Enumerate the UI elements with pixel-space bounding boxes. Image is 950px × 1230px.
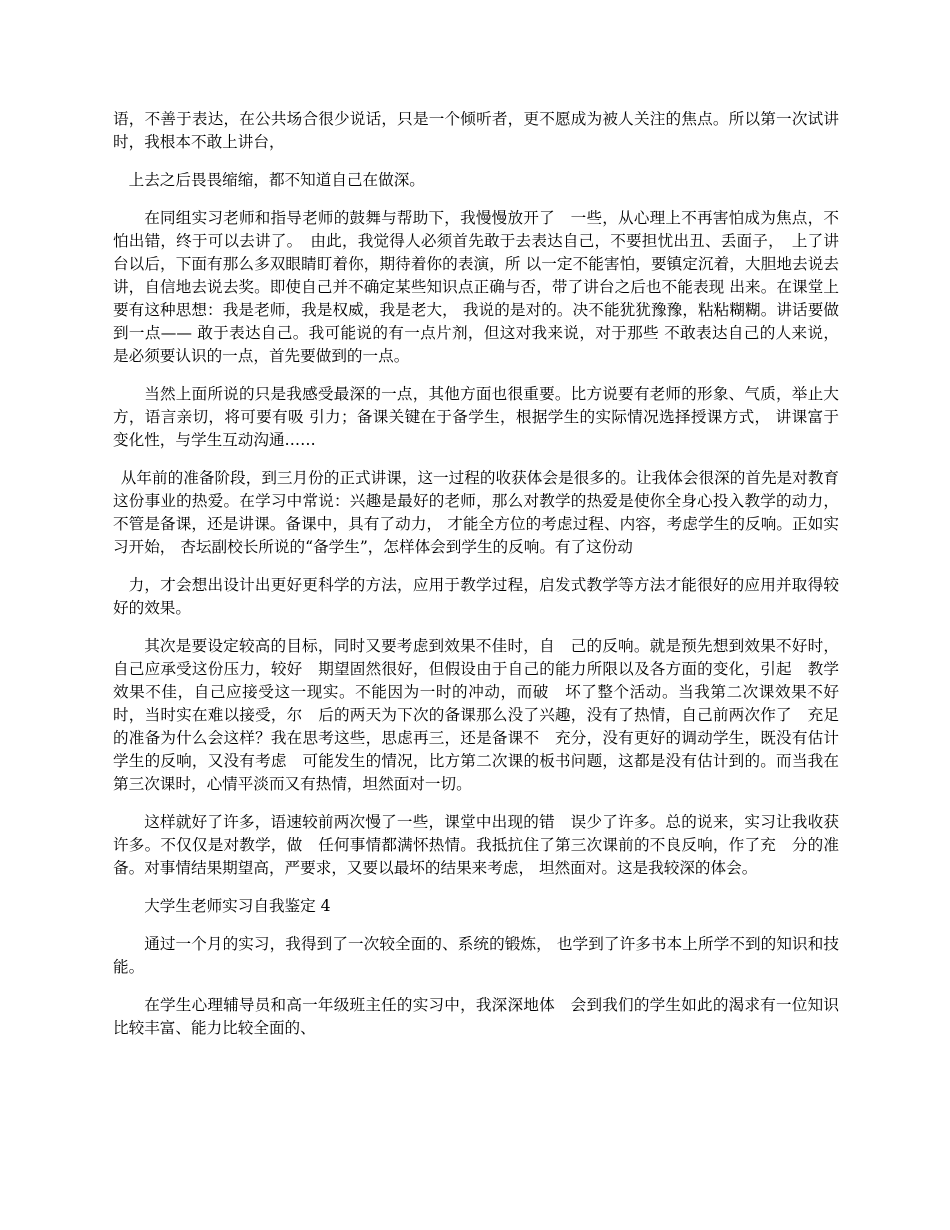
paragraph-5: 从年前的准备阶段，到三月份的正式讲课，这一过程的收获体会是很多的。让我体会很深的首先是对教育这份事业的热爱。在学习中常说：兴趣是最好的老师，那么对教学的热爱是使你全身心投入教学的动力，不管是备课，还是讲课。备课中，具有了动力， 才能全方位的考虑过程、内容，考虑学生的反响。正如实习开始， 杏坛副校长所说的“备学生”，怎样体会到学生的反响。有了这份动 (113, 469, 839, 556)
paragraph-1: 语，不善于表达，在公共场合很少说话，只是一个倾听者，更不愿成为被人关注的焦点。所以第一次试讲时，我根本不敢上讲台， (113, 110, 839, 151)
paragraph-6: 力，才会想出设计出更好更科学的方法，应用于教学过程，启发式教学等方法才能很好的应用并取得较好的效果。 (113, 576, 839, 617)
paragraph-4: 当然上面所说的只是我感受最深的一点，其他方面也很重要。比方说要有老师的形象、气质，举止大方，语言亲切，将可要有吸 引力；备课关键在于备学生，根据学生的实际情况选择授课方式， 讲课富于变化性，与学生互动沟通…… (113, 385, 839, 449)
paragraph-9: 通过一个月的实习，我得到了一次较全面的、系统的锻炼， 也学到了许多书本上所学不到的知识和技能。 (113, 935, 839, 976)
paragraph-3: 在同组实习老师和指导老师的鼓舞与帮助下，我慢慢放开了 一些，从心理上不再害怕成为焦点，不怕出错，终于可以去讲了。 由此，我觉得人必须首先敢于去表达自己，不要担忧出丑、丢面子， 上了讲台以后，下面有那么多双眼睛盯着你，期待着你的表演，所 以一定不能害怕，要镇定沉着，大胆地去说去讲，自信地去说去奖。即使自己并不确定某些知识点正确与否，带了讲台之后也不能表现 出来。在课堂上要有这种思想：我是老师，我是权威，我是老大， 我说的是对的。决不能犹犹豫豫，粘粘糊糊。讲话要做到一点—— 敢于表达自己。我可能说的有一点片剂，但这对我来说，对于那些 不敢表达自己的人来说，是必须要认识的一点，首先要做到的一点。 (113, 209, 839, 365)
paragraph-10: 在学生心理辅导员和高一年级班主任的实习中，我深深地体 会到我们的学生如此的渴求有一位知识比较丰富、能力比较全面的、 (113, 996, 839, 1037)
paragraph-7: 其次是要设定较高的目标，同时又要考虑到效果不佳时，自 己的反响。就是预先想到效果不好时，自己应承受这份压力，较好 期望固然很好，但假设由于自己的能力所限以及各方面的变化，引起 教学效果不佳，自己应接受这一现实。不能因为一时的冲动，而破 坏了整个活动。当我第二次课效果不好时，当时实在难以接受，尔 后的两天为下次的备课那么没了兴趣，没有了热情，自己前两次作了 充足的准备为什么会这样？我在思考这些，思虑再三，还是备课不 充分，没有更好的调动学生，既没有估计学生的反响，又没有考虑 可能发生的情况，比方第二次课的板书问题，这都是没有估计到的。而当我在第三次课时，心情平淡而又有热情，坦然面对一切。 (113, 637, 839, 793)
paragraph-8: 这样就好了许多，语速较前两次慢了一些，课堂中出现的错 误少了许多。总的说来，实习让我收获许多。不仅仅是对教学，做 任何事情都满怀热情。我抵抗住了第三次课前的不良反响，作了充 分的准备。对事情结果期望高，严要求，又要以最坏的结果来考虑， 坦然面对。这是我较深的体会。 (113, 813, 839, 877)
document-body (113, 108, 839, 1055)
section-heading: 大学生老师实习自我鉴定 4 (144, 897, 331, 915)
paragraph-2: 上去之后畏畏缩缩，都不知道自己在做深。 (128, 171, 425, 189)
